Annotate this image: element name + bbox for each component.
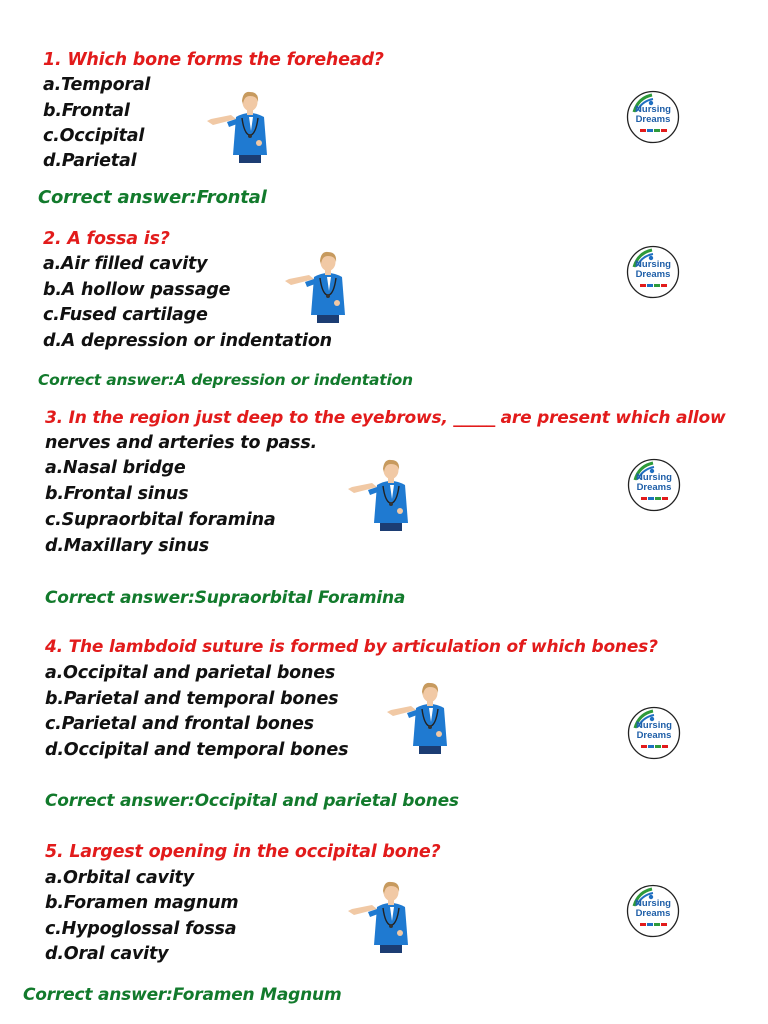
option-b: b.Parietal and temporal bones (45, 689, 339, 709)
nurse-illustration (383, 682, 461, 754)
option-c: c.Parietal and frontal bones (45, 714, 314, 734)
option-a: a.Occipital and parietal bones (45, 663, 336, 683)
correct-answer: Correct answer:Supraorbital Foramina (45, 588, 406, 608)
question-title: 4. The lambdoid suture is formed by articulation of which bones? (45, 637, 658, 657)
option-c: c.Hypoglossal fossa (45, 919, 237, 939)
option-c: c.Supraorbital foramina (45, 510, 276, 530)
nursing-dreams-logo: Nursing Dreams (626, 884, 680, 938)
nursing-dreams-logo: Nursing Dreams (627, 458, 681, 512)
option-c: c.Fused cartilage (43, 305, 208, 325)
correct-answer: Correct answer:Foramen Magnum (23, 985, 342, 1005)
nursing-dreams-logo: Nursing Dreams (626, 90, 680, 144)
option-a: a.Nasal bridge (45, 458, 186, 478)
question-title: 2. A fossa is? (43, 229, 170, 249)
option-d: d.Occipital and temporal bones (45, 740, 349, 760)
question-title: 5. Largest opening in the occipital bone? (45, 842, 441, 862)
correct-answer: Correct answer:A depression or indentation (38, 371, 413, 389)
correct-answer: Correct answer:Occipital and parietal bones (45, 791, 459, 811)
nurse-illustration (281, 251, 359, 323)
nursing-dreams-logo: Nursing Dreams (626, 245, 680, 299)
question-title: 1. Which bone forms the forehead? (43, 50, 384, 70)
option-c: c.Occipital (43, 126, 145, 146)
option-d: d.Maxillary sinus (45, 536, 209, 556)
question-title-continued: nerves and arteries to pass. (45, 433, 318, 453)
option-a: a.Temporal (43, 75, 151, 95)
option-b: b.Frontal (43, 101, 130, 121)
nurse-illustration (203, 91, 281, 163)
nurse-illustration (344, 881, 422, 953)
option-b: b.Foramen magnum (45, 893, 239, 913)
option-a: a.Air filled cavity (43, 254, 208, 274)
option-d: d.Oral cavity (45, 944, 169, 964)
nursing-dreams-logo: Nursing Dreams (627, 706, 681, 760)
option-b: b.A hollow passage (43, 280, 231, 300)
option-d: d.A depression or indentation (43, 331, 332, 351)
correct-answer: Correct answer:Frontal (38, 187, 267, 208)
option-a: a.Orbital cavity (45, 868, 194, 888)
option-b: b.Frontal sinus (45, 484, 189, 504)
option-d: d.Parietal (43, 151, 137, 171)
question-title: 3. In the region just deep to the eyebrows, _____ are present which allow (45, 408, 726, 428)
nurse-illustration (344, 459, 422, 531)
